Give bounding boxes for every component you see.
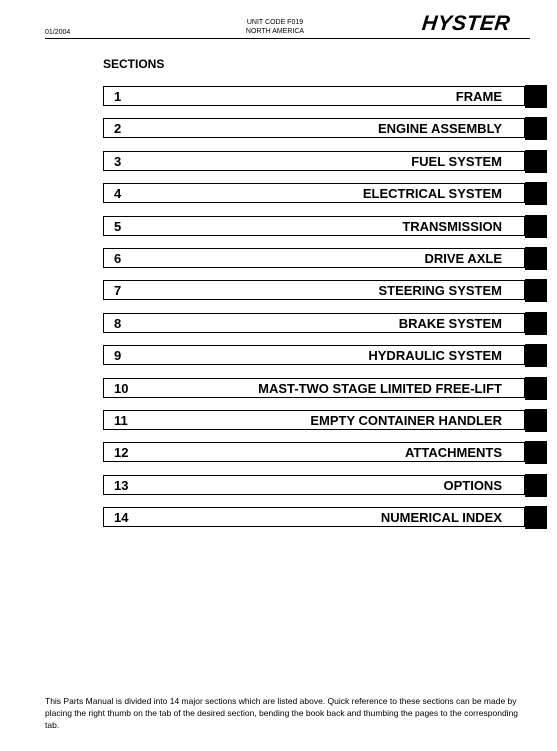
section-number: 14	[114, 510, 129, 525]
section-thumb-tab[interactable]	[525, 441, 547, 464]
section-name: ELECTRICAL SYSTEM	[362, 186, 502, 201]
section-number: 4	[114, 186, 122, 201]
section-number: 3	[114, 154, 122, 169]
header-divider	[45, 38, 530, 39]
section-name: ENGINE ASSEMBLY	[377, 121, 502, 136]
section-row-3[interactable]	[103, 151, 525, 171]
section-thumb-tab[interactable]	[525, 312, 547, 335]
section-number: 12	[114, 445, 129, 460]
section-thumb-tab[interactable]	[525, 247, 547, 270]
section-number: 6	[114, 251, 122, 266]
section-number: 2	[114, 121, 122, 136]
section-number: 10	[114, 381, 129, 396]
section-row-4[interactable]	[103, 183, 525, 203]
section-row-1[interactable]	[103, 86, 525, 106]
section-thumb-tab[interactable]	[525, 474, 547, 497]
section-name: MAST-TWO STAGE LIMITED FREE-LIFT	[258, 381, 502, 396]
section-row-14[interactable]	[103, 507, 525, 527]
section-number: 11	[114, 413, 128, 428]
section-number: 13	[114, 478, 129, 493]
section-thumb-tab[interactable]	[525, 182, 547, 205]
unit-code-block	[210, 18, 340, 36]
section-thumb-tab[interactable]	[525, 377, 547, 400]
brand-logo: HYSTER	[420, 12, 512, 35]
section-row-11[interactable]	[103, 410, 525, 430]
section-name: ATTACHMENTS	[404, 445, 502, 460]
section-row-6[interactable]	[103, 248, 525, 268]
section-name: FUEL SYSTEM	[411, 154, 502, 169]
section-name: EMPTY CONTAINER HANDLER	[310, 413, 502, 428]
unit-code: UNIT CODE F019	[246, 19, 304, 26]
section-name: NUMERICAL INDEX	[380, 510, 502, 525]
footer-note: This Parts Manual is divided into 14 major sections which are listed above. Quick reference to these sections can be made by placing the right thumb on the tab of the desired section, bending the book back and thumbing the pages to the corresponding tab.	[45, 696, 519, 730]
section-row-8[interactable]	[103, 313, 525, 333]
section-name: STEERING SYSTEM	[378, 283, 502, 298]
document-date: 01/2004	[45, 29, 71, 36]
section-thumb-tab[interactable]	[525, 506, 547, 529]
section-thumb-tab[interactable]	[525, 215, 547, 238]
section-thumb-tab[interactable]	[525, 150, 547, 173]
section-name: BRAKE SYSTEM	[398, 316, 502, 331]
section-number: 5	[114, 219, 122, 234]
section-row-9[interactable]	[103, 345, 525, 365]
section-thumb-tab[interactable]	[525, 344, 547, 367]
section-thumb-tab[interactable]	[525, 85, 547, 108]
sections-heading: SECTIONS	[103, 57, 165, 71]
section-thumb-tab[interactable]	[525, 279, 547, 302]
section-name: DRIVE AXLE	[424, 251, 502, 266]
section-number: 8	[114, 316, 122, 331]
section-row-5[interactable]	[103, 216, 525, 236]
section-number: 1	[114, 89, 122, 104]
section-row-10[interactable]	[103, 378, 525, 398]
section-name: FRAME	[455, 89, 502, 104]
section-number: 9	[114, 348, 122, 363]
section-number: 7	[114, 283, 122, 298]
section-name: OPTIONS	[443, 478, 502, 493]
region: NORTH AMERICA	[245, 28, 305, 35]
section-name: TRANSMISSION	[402, 219, 502, 234]
section-row-13[interactable]	[103, 475, 525, 495]
section-row-2[interactable]	[103, 118, 525, 138]
section-thumb-tab[interactable]	[525, 117, 547, 140]
section-row-12[interactable]	[103, 442, 525, 462]
section-thumb-tab[interactable]	[525, 409, 547, 432]
section-row-7[interactable]	[103, 280, 525, 300]
section-name: HYDRAULIC SYSTEM	[368, 348, 502, 363]
